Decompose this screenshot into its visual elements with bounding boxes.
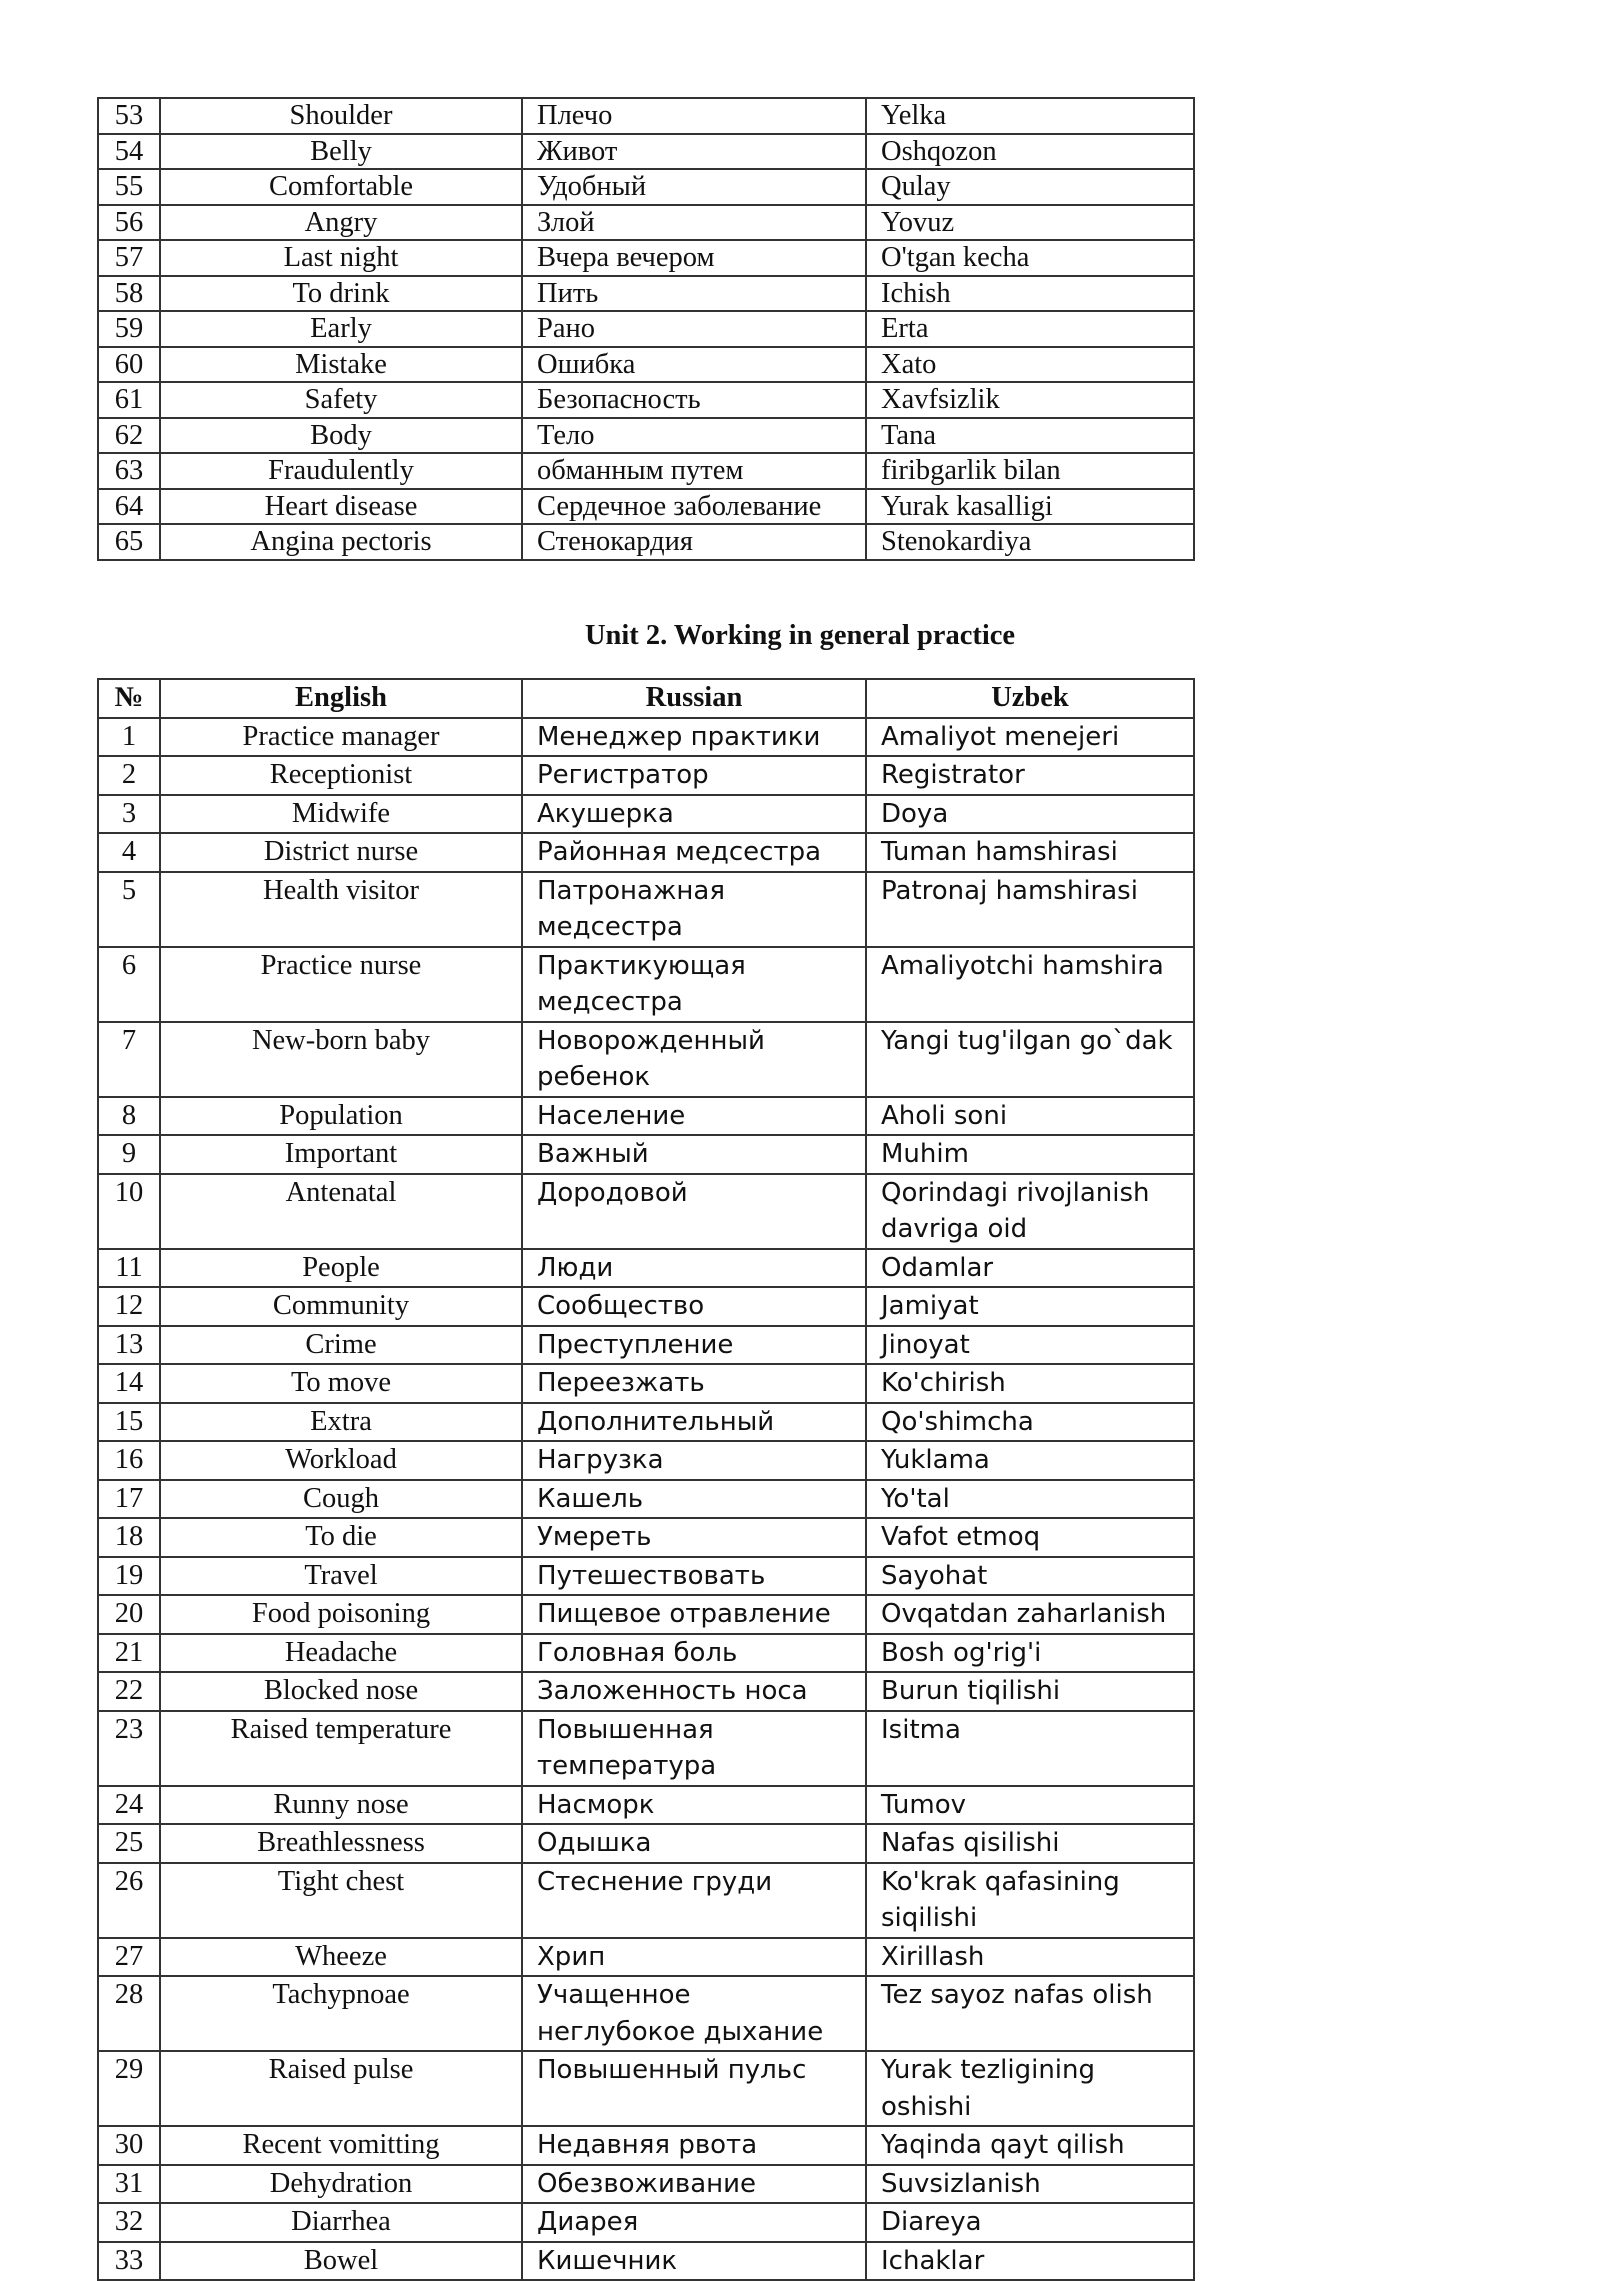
english-term: Fraudulently [160,453,522,489]
russian-term: Нагрузка [522,1441,866,1480]
table-row [98,2165,1194,2204]
table-row [98,718,1194,757]
english-term: Health visitor [160,872,522,947]
table-row [98,134,1194,170]
uzbek-term: Yelka [866,98,1194,134]
row-number: 20 [98,1595,160,1634]
table-row [98,1441,1194,1480]
russian-term: Менеджер практики [522,718,866,757]
table-row [98,347,1194,383]
row-number: 26 [98,1863,160,1938]
russian-term: Умереть [522,1518,866,1557]
uzbek-term: Jamiyat [866,1287,1194,1326]
english-term: Angina pectoris [160,524,522,560]
uzbek-term: Qorindagi rivojlanish davriga oid [866,1174,1194,1249]
row-number: 8 [98,1097,160,1136]
table-row [98,524,1194,560]
english-term: Early [160,311,522,347]
uzbek-term: Tez sayoz nafas olish [866,1976,1194,2051]
row-number: 61 [98,382,160,418]
header-russian: Russian [522,679,866,718]
table-row [98,1786,1194,1825]
uzbek-term: Jinoyat [866,1326,1194,1365]
uzbek-term: Ichish [866,276,1194,312]
table-row [98,453,1194,489]
uzbek-term: Yurak kasalligi [866,489,1194,525]
uzbek-term: Xirillash [866,1938,1194,1977]
english-term: Receptionist [160,756,522,795]
uzbek-term: Yurak tezligining oshishi [866,2051,1194,2126]
table-row [98,1174,1194,1249]
row-number: 9 [98,1135,160,1174]
russian-term: Сердечное заболевание [522,489,866,525]
uzbek-term: Oshqozon [866,134,1194,170]
table-row [98,2051,1194,2126]
table-header-row [98,679,1194,718]
russian-term: Плечо [522,98,866,134]
row-number: 4 [98,833,160,872]
row-number: 27 [98,1938,160,1977]
uzbek-term: Muhim [866,1135,1194,1174]
row-number: 54 [98,134,160,170]
english-term: District nurse [160,833,522,872]
russian-term: Важный [522,1135,866,1174]
english-term: To move [160,1364,522,1403]
russian-term: Пить [522,276,866,312]
row-number: 59 [98,311,160,347]
english-term: Heart disease [160,489,522,525]
russian-term: Кишечник [522,2242,866,2281]
uzbek-term: Tana [866,418,1194,454]
russian-term: Ошибка [522,347,866,383]
table-row [98,756,1194,795]
table-row [98,1595,1194,1634]
row-number: 62 [98,418,160,454]
row-number: 7 [98,1022,160,1097]
uzbek-term: Isitma [866,1711,1194,1786]
table-row [98,872,1194,947]
russian-term: Переезжать [522,1364,866,1403]
uzbek-term: Aholi soni [866,1097,1194,1136]
table-row [98,1097,1194,1136]
russian-term: Районная медсестра [522,833,866,872]
english-term: Breathlessness [160,1824,522,1863]
english-term: Belly [160,134,522,170]
row-number: 64 [98,489,160,525]
uzbek-term: Ko'krak qafasining siqilishi [866,1863,1194,1938]
english-term: Diarrhea [160,2203,522,2242]
uzbek-term: Yo'tal [866,1480,1194,1519]
english-term: Extra [160,1403,522,1442]
russian-term: Новорожденный ребенок [522,1022,866,1097]
russian-term: Акушерка [522,795,866,834]
russian-term: Люди [522,1249,866,1288]
table-row [98,833,1194,872]
row-number: 30 [98,2126,160,2165]
uzbek-term: Ko'chirish [866,1364,1194,1403]
english-term: Antenatal [160,1174,522,1249]
english-term: Wheeze [160,1938,522,1977]
row-number: 22 [98,1672,160,1711]
table-row [98,1557,1194,1596]
english-term: Bowel [160,2242,522,2281]
english-term: Runny nose [160,1786,522,1825]
row-number: 6 [98,947,160,1022]
english-term: Practice nurse [160,947,522,1022]
english-term: Body [160,418,522,454]
english-term: Mistake [160,347,522,383]
row-number: 13 [98,1326,160,1365]
english-term: Headache [160,1634,522,1673]
uzbek-term: Qo'shimcha [866,1403,1194,1442]
table-row [98,418,1194,454]
row-number: 21 [98,1634,160,1673]
english-term: Midwife [160,795,522,834]
uzbek-term: Tumov [866,1786,1194,1825]
english-term: Safety [160,382,522,418]
russian-term: Пищевое отравление [522,1595,866,1634]
russian-term: Регистратор [522,756,866,795]
english-term: Tachypnoae [160,1976,522,2051]
row-number: 57 [98,240,160,276]
table-row [98,98,1194,134]
russian-term: Население [522,1097,866,1136]
russian-term: Хрип [522,1938,866,1977]
uzbek-term: Diareya [866,2203,1194,2242]
english-term: Community [160,1287,522,1326]
row-number: 15 [98,1403,160,1442]
table-row [98,2203,1194,2242]
uzbek-term: Yangi tug'ilgan go`dak [866,1022,1194,1097]
table-row [98,1326,1194,1365]
table-row [98,1672,1194,1711]
uzbek-term: Registrator [866,756,1194,795]
russian-term: Патронажная медсестра [522,872,866,947]
table-row [98,1135,1194,1174]
uzbek-term: Doya [866,795,1194,834]
row-number: 63 [98,453,160,489]
english-term: Raised temperature [160,1711,522,1786]
row-number: 58 [98,276,160,312]
vocabulary-table-unit2 [97,678,1195,2281]
table-row [98,1287,1194,1326]
row-number: 60 [98,347,160,383]
english-term: Tight chest [160,1863,522,1938]
russian-term: Учащенное неглубокое дыхание [522,1976,866,2051]
russian-term: Головная боль [522,1634,866,1673]
uzbek-term: Yaqinda qayt qilish [866,2126,1194,2165]
russian-term: Одышка [522,1824,866,1863]
russian-term: Дородовой [522,1174,866,1249]
english-term: Raised pulse [160,2051,522,2126]
english-term: New-born baby [160,1022,522,1097]
row-number: 25 [98,1824,160,1863]
table-row [98,1824,1194,1863]
table-row [98,240,1194,276]
russian-term: обманным путем [522,453,866,489]
uzbek-term: Xavfsizlik [866,382,1194,418]
english-term: Angry [160,205,522,241]
russian-term: Живот [522,134,866,170]
english-term: Population [160,1097,522,1136]
uzbek-term: Burun tiqilishi [866,1672,1194,1711]
russian-term: Сообщество [522,1287,866,1326]
russian-term: Повышенный пульс [522,2051,866,2126]
unit-2-title: Unit 2. Working in general practice [584,620,1016,651]
row-number: 16 [98,1441,160,1480]
row-number: 12 [98,1287,160,1326]
english-term: Last night [160,240,522,276]
uzbek-term: Yuklama [866,1441,1194,1480]
row-number: 56 [98,205,160,241]
uzbek-term: Erta [866,311,1194,347]
uzbek-term: firibgarlik bilan [866,453,1194,489]
uzbek-term: Amaliyot menejeri [866,718,1194,757]
uzbek-term: Patronaj hamshirasi [866,872,1194,947]
table-row [98,382,1194,418]
english-term: Blocked nose [160,1672,522,1711]
table-row [98,1480,1194,1519]
table-row [98,1634,1194,1673]
uzbek-term: Xato [866,347,1194,383]
russian-term: Вчера вечером [522,240,866,276]
table-row [98,1976,1194,2051]
table-row [98,2126,1194,2165]
row-number: 17 [98,1480,160,1519]
russian-term: Дополнительный [522,1403,866,1442]
uzbek-term: Ovqatdan zaharlanish [866,1595,1194,1634]
uzbek-term: Stenokardiya [866,524,1194,560]
row-number: 1 [98,718,160,757]
table-row [98,1249,1194,1288]
row-number: 53 [98,98,160,134]
uzbek-term: O'tgan kecha [866,240,1194,276]
table-row [98,1938,1194,1977]
uzbek-term: Bosh og'rig'i [866,1634,1194,1673]
uzbek-term: Vafot etmoq [866,1518,1194,1557]
russian-term: Недавняя рвота [522,2126,866,2165]
uzbek-term: Amaliyotchi hamshira [866,947,1194,1022]
row-number: 32 [98,2203,160,2242]
uzbek-term: Sayohat [866,1557,1194,1596]
row-number: 65 [98,524,160,560]
row-number: 24 [98,1786,160,1825]
table-row [98,489,1194,525]
russian-term: Обезвоживание [522,2165,866,2204]
row-number: 29 [98,2051,160,2126]
uzbek-term: Yovuz [866,205,1194,241]
russian-term: Рано [522,311,866,347]
english-term: Food poisoning [160,1595,522,1634]
russian-term: Практикующая медсестра [522,947,866,1022]
russian-term: Стенокардия [522,524,866,560]
header-uzbek: Uzbek [866,679,1194,718]
russian-term: Злой [522,205,866,241]
row-number: 11 [98,1249,160,1288]
english-term: Travel [160,1557,522,1596]
uzbek-term: Qulay [866,169,1194,205]
uzbek-term: Odamlar [866,1249,1194,1288]
uzbek-term: Tuman hamshirasi [866,833,1194,872]
table-row [98,2242,1194,2281]
english-term: To die [160,1518,522,1557]
english-term: To drink [160,276,522,312]
english-term: Comfortable [160,169,522,205]
russian-term: Кашель [522,1480,866,1519]
uzbek-term: Nafas qisilishi [866,1824,1194,1863]
table-row [98,205,1194,241]
row-number: 2 [98,756,160,795]
russian-term: Насморк [522,1786,866,1825]
table-row [98,947,1194,1022]
table-row [98,1711,1194,1786]
russian-term: Удобный [522,169,866,205]
russian-term: Безопасность [522,382,866,418]
table-row [98,1863,1194,1938]
row-number: 18 [98,1518,160,1557]
vocabulary-table-unit1 [97,97,1195,561]
table-row [98,311,1194,347]
english-term: Recent vomitting [160,2126,522,2165]
table-row [98,169,1194,205]
uzbek-term: Suvsizlanish [866,2165,1194,2204]
table-row [98,1403,1194,1442]
table-row [98,1022,1194,1097]
table-row [98,276,1194,312]
row-number: 23 [98,1711,160,1786]
row-number: 5 [98,872,160,947]
english-term: Workload [160,1441,522,1480]
row-number: 3 [98,795,160,834]
table-row [98,1518,1194,1557]
russian-term: Стеснение груди [522,1863,866,1938]
russian-term: Тело [522,418,866,454]
header-english: English [160,679,522,718]
english-term: Important [160,1135,522,1174]
russian-term: Диарея [522,2203,866,2242]
row-number: 31 [98,2165,160,2204]
english-term: Shoulder [160,98,522,134]
english-term: People [160,1249,522,1288]
row-number: 28 [98,1976,160,2051]
table-row [98,1364,1194,1403]
row-number: 10 [98,1174,160,1249]
header-number: № [98,679,160,718]
row-number: 33 [98,2242,160,2281]
russian-term: Преступление [522,1326,866,1365]
row-number: 14 [98,1364,160,1403]
english-term: Crime [160,1326,522,1365]
english-term: Cough [160,1480,522,1519]
row-number: 55 [98,169,160,205]
table-row [98,795,1194,834]
russian-term: Повышенная температура [522,1711,866,1786]
row-number: 19 [98,1557,160,1596]
russian-term: Заложенность носа [522,1672,866,1711]
russian-term: Путешествовать [522,1557,866,1596]
english-term: Practice manager [160,718,522,757]
english-term: Dehydration [160,2165,522,2204]
uzbek-term: Ichaklar [866,2242,1194,2281]
